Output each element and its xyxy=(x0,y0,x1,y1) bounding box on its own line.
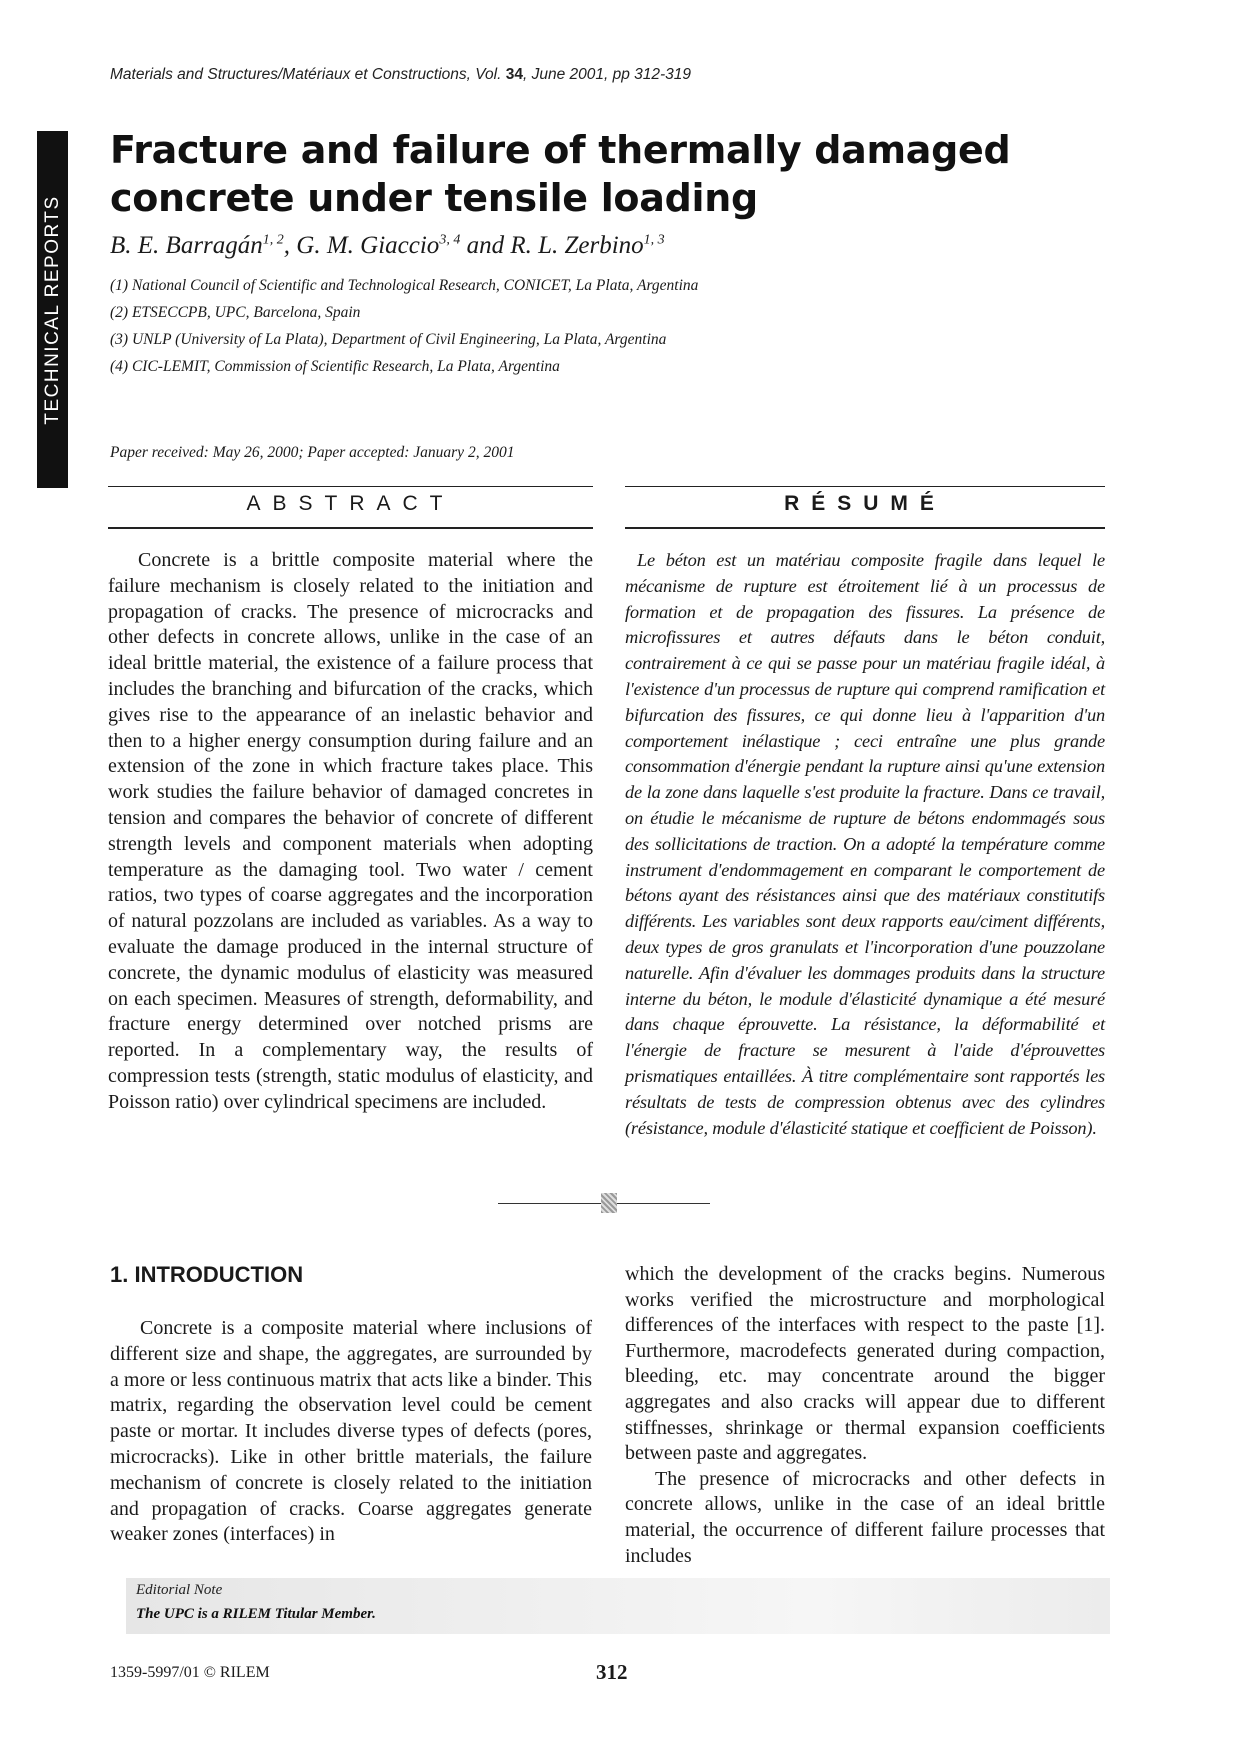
affiliation-list xyxy=(110,272,698,380)
editorial-note-text: The UPC is a RILEM Titular Member. xyxy=(136,1606,376,1622)
side-tab-label: TECHNICAL REPORTS xyxy=(41,194,63,425)
abstract-bottom-rule xyxy=(108,527,593,529)
paragraph: which the development of the cracks begins. Numerous works verified the microstructure and morphological differences of the interfaces with respect to the paste [1]. Furthermore, macrodefects generated during compaction, bleeding, etc. may concentrate around the bigger aggregates and also cracks will appear due to different stiffnesses, shrinkage or thermal expansion coefficients between paste and aggregates. xyxy=(625,1263,1105,1465)
article-title: Fracture and failure of thermally damaged concrete under tensile loading xyxy=(110,128,1011,220)
author-line xyxy=(110,232,665,260)
resume-top-rule xyxy=(625,486,1105,487)
journal-header xyxy=(110,66,691,84)
intro-column-left xyxy=(110,1316,592,1548)
author-separator: and xyxy=(460,232,511,259)
abstract-heading: ABSTRACT xyxy=(246,492,455,515)
abstract-top-rule xyxy=(108,486,593,487)
resume-heading: RÉSUMÉ xyxy=(784,492,946,515)
ornament-line-left xyxy=(498,1203,601,1204)
editorial-note-label: Editorial Note xyxy=(136,1582,223,1598)
ornament-line-right xyxy=(617,1203,710,1204)
editorial-note-box xyxy=(126,1578,1110,1634)
abstract-text: Concrete is a brittle composite material where the failure mechanism is closely related to the initiation and propagation of cracks. The presence of microcracks and other defects in concrete allows, unlike in the case of an ideal brittle material, the existence of a failure process that includes the branching and bifurcation of the cracks, which gives rise to the appearance of an inelastic behavior and then to a higher energy consumption during failure and an extension of the zone in which fracture takes place. This work studies the failure behavior of damaged concretes in tension and compares the behavior of concrete of different strength levels and component materials when adopting temperature as the damaging tool. Two water / cement ratios, two types of coarse aggregates and the incorporation of natural pozzolans are included as variables. As a way to evaluate the damage produced in the internal structure of concrete, the dynamic modulus of elasticity was measured on each specimen. Measures of strength, deformability, and fracture energy determined over notched prisms are reported. In a complementary way, the results of compression tests (strength, static modulus of elasticity, and Poisson ratio) over cylindrical specimens are included. xyxy=(108,549,593,1113)
section-side-tab xyxy=(37,131,68,488)
resume-text: Le béton est un matériau composite fragile dans lequel le mécanisme de rupture est étroitement lié à un processus de formation et de propagation des fissures. La présence de microfissures et autres défauts dans le béton conduit, contrairement à ce qui se passe pour un matériau fragile idéal, à l'existence d'un processus de rupture qui comprend ramification et bifurcation des fissures, ce qui donne lieu à l'apparition d'un comportement inélastique ; ceci entraîne une plus grande consommation d'énergie pendant la rupture ainsi qu'une extension de la zone dans laquelle s'est produite la fracture. Dans ce travail, on étudie le mécanisme de rupture de bétons endommagés sous des sollicitations de traction. On a adopté la température comme instrument d'endommagement en comparant le comportement de bétons ayant des résistances ainsi que des matériaux constitutifs différents. Les variables sont deux rapports eau/ciment différents, deux types de gros granulats et l'incorporation d'une pouzzolane naturelle. Afin d'évaluer les dommages produits dans la structure interne du béton, le module d'élasticité dynamique a été mesuré dans chaque éprouvette. La résistance, la déformabilité et l'énergie de fracture se mesurent à l'aide d'éprouvettes prismatiques entaillées. À titre complémentaire sont rapportés les résultats de tests de compression obtenus avec des cylindres (résistance, module d'élasticité statique et coefficient de Poisson). xyxy=(625,550,1105,1138)
paragraph: The presence of microcracks and other defects in concrete allows, unlike in the case of an ideal brittle material, the occurrence of different failure processes that includes xyxy=(625,1467,1105,1567)
affiliation: (2) ETSECCPB, UPC, Barcelona, Spain xyxy=(110,304,361,321)
author-name: B. E. Barragán xyxy=(110,232,263,259)
affiliation: (3) UNLP (University of La Plata), Department of Civil Engineering, La Plata, Argentina xyxy=(110,331,667,348)
page-number: 312 xyxy=(596,1660,628,1684)
author-name: R. L. Zerbino xyxy=(510,232,644,259)
author-affil-marker: 3, 4 xyxy=(439,232,461,248)
ornament-icon xyxy=(601,1193,617,1213)
affiliation: (4) CIC-LEMIT, Commission of Scientific Research, La Plata, Argentina xyxy=(110,358,560,375)
author-affil-marker: 1, 2 xyxy=(262,232,284,248)
author-separator: , xyxy=(283,232,297,259)
section-heading: 1. INTRODUCTION xyxy=(110,1262,304,1287)
journal-issue-pages: , June 2001, pp 312-319 xyxy=(522,66,692,83)
received-dates: Paper received: May 26, 2000; Paper accepted: January 2, 2001 xyxy=(110,444,515,461)
intro-column-right xyxy=(625,1262,1105,1569)
paragraph: Concrete is a composite material where inclusions of different size and shape, the aggregates, are surrounded by a more or less continuous matrix that acts like a binder. This matrix, regarding the observation level could be cement paste or mortar. It includes diverse types of defects (pores, microcracks). Like in other brittle materials, the failure mechanism of concrete is closely related to the initiation and propagation of cracks. Coarse aggregates generate weaker zones (interfaces) in xyxy=(110,1317,592,1546)
author-name: G. M. Giaccio xyxy=(296,232,440,259)
author-affil-marker: 1, 3 xyxy=(643,232,665,248)
resume-bottom-rule xyxy=(625,527,1105,529)
issn-copyright: 1359-5997/01 © RILEM xyxy=(110,1664,270,1681)
journal-volume: 34 xyxy=(505,66,523,83)
journal-name: Materials and Structures/Matériaux et Constructions, Vol. xyxy=(110,66,502,83)
affiliation: (1) National Council of Scientific and Technological Research, CONICET, La Plata, Argentina xyxy=(110,277,699,294)
